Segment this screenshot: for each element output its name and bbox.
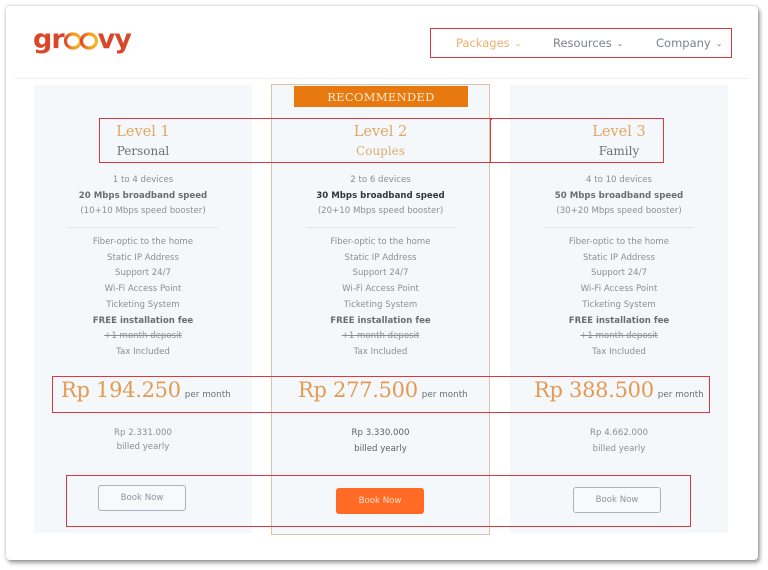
price-level-3 (534, 378, 704, 402)
feature: Ticketing System (106, 299, 180, 310)
logo-text-suffix: vy (97, 24, 131, 55)
booster: (10+10 Mbps speed booster) (80, 206, 206, 217)
plan-level: Level 2 (353, 124, 408, 140)
feature: Static IP Address (583, 252, 655, 263)
price-period: per month (421, 390, 468, 400)
price-period: per month (184, 390, 231, 400)
yearly-billing-level-3 (510, 426, 728, 456)
nav-item-company[interactable] (656, 29, 722, 56)
feature: Wi-Fi Access Point (104, 284, 182, 295)
devices: 2 to 6 devices (350, 175, 411, 185)
main-nav (430, 28, 732, 58)
booster: (30+20 Mbps speed booster) (556, 206, 682, 217)
divider (306, 227, 456, 228)
feature: Fiber-optic to the home (92, 237, 194, 248)
feature: Fiber-optic to the home (568, 237, 670, 248)
plan-title-level-2 (271, 123, 490, 159)
feature: Static IP Address (344, 252, 417, 263)
header-divider (14, 78, 749, 79)
yearly-billing-level-1 (34, 426, 252, 454)
nav-item-resources[interactable] (553, 29, 623, 56)
infinity-logo-icon (63, 30, 99, 50)
chevron-down-icon: ⌄ (616, 39, 624, 48)
feature: Ticketing System (343, 299, 418, 310)
installation-fee: FREE installation fee (330, 315, 431, 326)
deposit: +1 month deposit (580, 331, 658, 342)
installation-fee: FREE installation fee (568, 315, 670, 326)
price-amount: Rp 388.500 (534, 378, 654, 402)
yearly-amount: Rp 2.331.000 (114, 428, 172, 438)
price-level-2 (298, 378, 468, 402)
feature: Static IP Address (107, 252, 179, 263)
yearly-amount: Rp 4.662.000 (590, 428, 648, 438)
feature: Support 24/7 (114, 268, 171, 279)
groovy-logo[interactable] (33, 24, 131, 56)
yearly-label: billed yearly (592, 444, 646, 454)
plan-title-level-1 (34, 123, 252, 159)
price-amount: Rp 277.500 (298, 378, 418, 402)
chevron-down-icon: ⌄ (715, 39, 723, 48)
recommended-badge: RECOMMENDED (294, 86, 468, 107)
price-amount: Rp 194.250 (61, 378, 181, 402)
plan-title-level-3 (510, 123, 728, 159)
feature: Wi-Fi Access Point (342, 284, 419, 295)
plan-features-level-1 (34, 173, 252, 361)
tax: Tax Included (353, 346, 408, 357)
plan-level: Level 3 (592, 124, 646, 140)
nav-label-packages: Packages (456, 35, 510, 50)
speed: 20 Mbps broadband speed (78, 190, 208, 201)
yearly-billing-level-2 (271, 426, 490, 456)
book-now-button-level-1[interactable]: Book Now (98, 485, 186, 511)
nav-item-packages[interactable] (456, 29, 521, 56)
devices: 4 to 10 devices (586, 175, 652, 185)
price-level-1 (61, 378, 231, 402)
tax: Tax Included (116, 346, 170, 357)
devices: 1 to 4 devices (112, 175, 174, 185)
chevron-down-icon: ⌄ (514, 39, 522, 48)
speed: 50 Mbps broadband speed (554, 190, 684, 201)
feature: Support 24/7 (352, 268, 409, 279)
divider (68, 227, 218, 228)
plan-level: Level 1 (116, 124, 170, 140)
plan-name: Personal (116, 144, 170, 158)
tax: Tax Included (592, 346, 646, 357)
price-period: per month (657, 390, 704, 400)
booster: (20+10 Mbps speed booster) (317, 206, 444, 217)
feature: Ticketing System (582, 299, 656, 310)
plan-name: Couples (356, 144, 405, 158)
yearly-label: billed yearly (116, 442, 170, 452)
nav-label-company: Company (656, 35, 711, 50)
logo-text-prefix: gr (33, 24, 64, 55)
book-now-button-level-3[interactable]: Book Now (573, 487, 661, 513)
deposit: +1 month deposit (341, 331, 420, 342)
feature: Wi-Fi Access Point (580, 284, 658, 295)
yearly-label: billed yearly (354, 444, 407, 454)
plan-features-level-3 (510, 173, 728, 361)
plan-features-level-2 (271, 173, 490, 361)
nav-label-resources: Resources (553, 35, 612, 50)
book-now-button-level-2[interactable]: Book Now (336, 488, 424, 514)
plan-name: Family (598, 144, 640, 158)
speed: 30 Mbps broadband speed (316, 190, 445, 201)
feature: Fiber-optic to the home (330, 237, 431, 248)
yearly-amount: Rp 3.330.000 (351, 428, 410, 438)
feature: Support 24/7 (590, 268, 647, 279)
installation-fee: FREE installation fee (92, 315, 194, 326)
deposit: +1 month deposit (104, 331, 182, 342)
divider (544, 227, 694, 228)
